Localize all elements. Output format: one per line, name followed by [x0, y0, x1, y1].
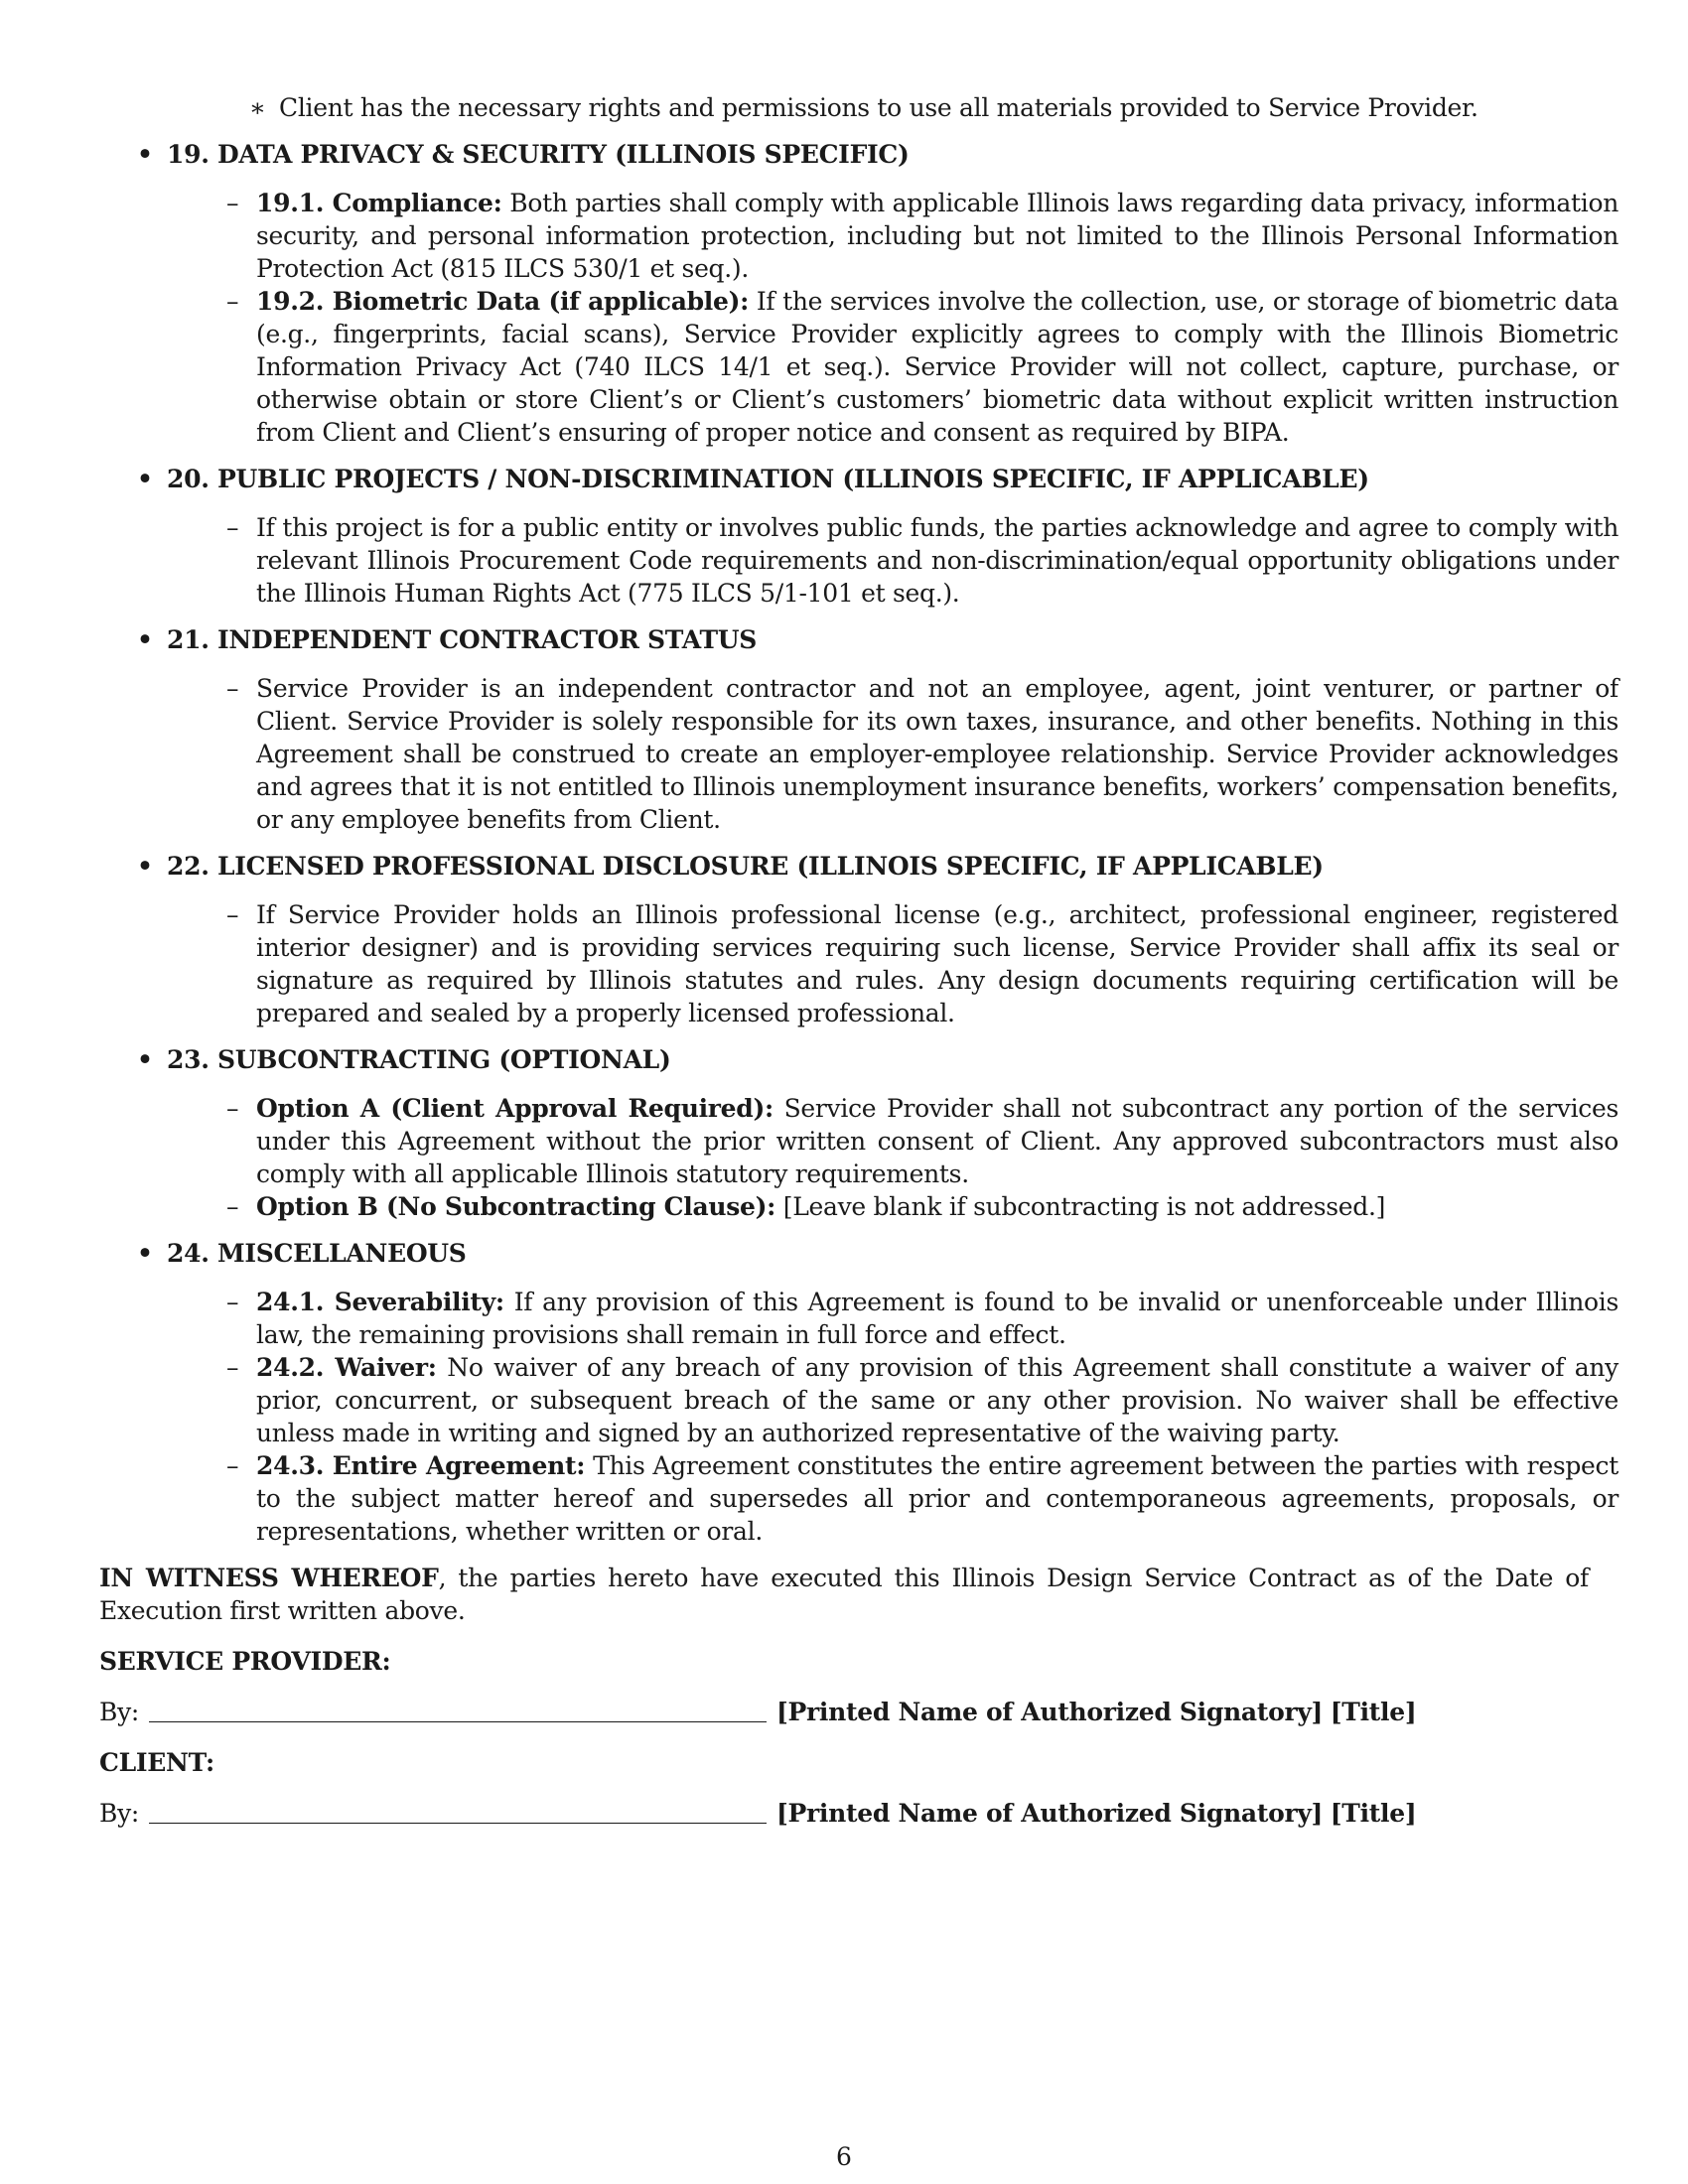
clause-23-option-a	[226, 1092, 1618, 1190]
bullet-icon: •	[137, 852, 153, 881]
clause-text: [Leave blank if subcontracting is not addressed.]	[775, 1192, 1386, 1221]
dash-bullet-icon: –	[226, 674, 239, 703]
document-page	[99, 91, 1619, 1830]
service-provider-label: SERVICE PROVIDER:	[99, 1647, 391, 1676]
bullet-icon: •	[137, 465, 153, 493]
clause-label: 24.3. Entire Agreement:	[256, 1451, 586, 1480]
dash-bullet-icon: –	[226, 1288, 239, 1316]
dash-bullet-icon: –	[226, 900, 239, 929]
title-placeholder: [Title]	[1330, 1698, 1417, 1726]
carryover-item	[249, 91, 1589, 124]
clause-text: If the services involve the collection, use, or storage of biometric data (e.g., fingerprints, facial scans), Service Provider explicitly agrees to comply with the Illinois Biometric Information Privacy Act (740 ILCS 14/1 et seq.). Service Provider will not collect, capture, purchase, or otherwise obtain or store Client’s or Client’s customers’ biometric data without explicit written instruction from Client and Client’s ensuring of proper notice and consent as required by BIPA.	[256, 287, 1618, 447]
dash-bullet-icon: –	[226, 1451, 239, 1480]
dash-bullet-icon: –	[226, 1094, 239, 1123]
bullet-icon: •	[137, 1239, 153, 1268]
client-signature-line	[99, 1797, 1589, 1830]
service-provider-signature-line	[99, 1696, 1589, 1728]
section-20	[99, 463, 1618, 610]
clause-24-1	[226, 1286, 1618, 1351]
clause-label: 24.2. Waiver:	[256, 1353, 437, 1382]
section-24	[99, 1237, 1619, 1548]
printed-name-placeholder: [Printed Name of Authorized Signatory]	[776, 1799, 1324, 1828]
witness-paragraph	[99, 1562, 1589, 1627]
clause-label: 19.1. Compliance:	[256, 189, 502, 217]
dash-bullet-icon: –	[226, 287, 239, 316]
signature-rule	[149, 1720, 767, 1722]
printed-name-placeholder: [Printed Name of Authorized Signatory]	[776, 1698, 1324, 1726]
client-label: CLIENT:	[99, 1748, 214, 1777]
clause-label: Option A (Client Approval Required):	[256, 1094, 774, 1123]
section-title: 19. DATA PRIVACY & SECURITY (ILLINOIS SPECIFIC)	[167, 140, 910, 169]
section-23	[99, 1043, 1618, 1223]
section-title: 22. LICENSED PROFESSIONAL DISCLOSURE (ILLINOIS SPECIFIC, IF APPLICABLE)	[167, 852, 1324, 881]
witness-text: , the parties hereto have executed this Illinois Design Service Contract as of the Date of Execution first written above.	[99, 1564, 1589, 1625]
section-title: 20. PUBLIC PROJECTS / NON-DISCRIMINATION (ILLINOIS SPECIFIC, IF APPLICABLE)	[167, 465, 1369, 493]
clause-label: 19.2. Biometric Data (if applicable):	[256, 287, 750, 316]
clause-text: If Service Provider holds an Illinois professional license (e.g., architect, professional engineer, registered interior designer) and is providing services requiring such license, Service Provider shall affix its seal or signature as required by Illinois statutes and rules. Any design documents requiring certification will be prepared and sealed by a properly licensed professional.	[256, 900, 1618, 1027]
page-number: 6	[836, 2142, 852, 2171]
signature-rule	[149, 1822, 767, 1824]
title-placeholder: [Title]	[1330, 1799, 1417, 1828]
section-22	[99, 850, 1618, 1029]
by-label: By:	[99, 1698, 140, 1726]
clause-label: 24.1. Severability:	[256, 1288, 504, 1316]
section-21	[99, 623, 1618, 836]
by-label: By:	[99, 1799, 140, 1828]
clause-text: If this project is for a public entity or involves public funds, the parties acknowledge and agree to comply with relevant Illinois Procurement Code requirements and non-discrimination/equal opportunity obligations under the Illinois Human Rights Act (775 ILCS 5/1-101 et seq.).	[256, 513, 1618, 608]
section-title: 24. MISCELLANEOUS	[167, 1239, 467, 1268]
section-title: 23. SUBCONTRACTING (OPTIONAL)	[167, 1045, 671, 1074]
clause-text: Service Provider shall not subcontract any portion of the services under this Agreement without the prior written consent of Client. Any approved subcontractors must also comply with all applicable Illinois statutory requirements.	[256, 1094, 1618, 1188]
clause-20	[226, 511, 1618, 610]
clause-text: No waiver of any breach of any provision of this Agreement shall constitute a waiver of any prior, concurrent, or subsequent breach of the same or any other provision. No waiver shall be effective unless made in writing and signed by an authorized representative of the waiving party.	[256, 1353, 1618, 1447]
dash-bullet-icon: –	[226, 1192, 239, 1221]
section-19	[99, 138, 1618, 449]
clause-19-2	[226, 285, 1618, 449]
clause-23-option-b	[226, 1190, 1618, 1223]
clause-text: Both parties shall comply with applicable Illinois laws regarding data privacy, information security, and personal information protection, including but not limited to the Illinois Personal Information Protection Act (815 ILCS 530/1 et seq.).	[256, 189, 1618, 283]
clause-24-3	[226, 1449, 1618, 1548]
dash-bullet-icon: –	[226, 189, 239, 217]
bullet-icon: •	[137, 1045, 153, 1074]
clause-21	[226, 672, 1618, 836]
asterisk-bullet-icon: ∗	[249, 93, 266, 122]
dash-bullet-icon: –	[226, 1353, 239, 1382]
clause-label: Option B (No Subcontracting Clause):	[256, 1192, 776, 1221]
carryover-text: Client has the necessary rights and permissions to use all materials provided to Service Provider.	[279, 93, 1478, 122]
clause-text: Service Provider is an independent contractor and not an employee, agent, joint venturer, or partner of Client. Service Provider is solely responsible for its own taxes, insurance, and other benefits. Nothing in this Agreement shall be construed to create an employer-employee relationship. Service Provider acknowledges and agrees that it is not entitled to Illinois unemployment insurance benefits, workers’ compensation benefits, or any employee benefits from Client.	[256, 674, 1618, 834]
clause-text: This Agreement constitutes the entire agreement between the parties with respect to the subject matter hereof and supersedes all prior and contemporaneous agreements, proposals, or representations, whether written or oral.	[256, 1451, 1619, 1546]
clause-24-2	[226, 1351, 1618, 1449]
clause-19-1	[226, 187, 1618, 285]
clause-22	[226, 898, 1618, 1029]
section-title: 21. INDEPENDENT CONTRACTOR STATUS	[167, 625, 758, 654]
clause-text: If any provision of this Agreement is found to be invalid or unenforceable under Illinois law, the remaining provisions shall remain in full force and effect.	[256, 1288, 1618, 1349]
witness-lead: IN WITNESS WHEREOF	[99, 1564, 439, 1592]
bullet-icon: •	[137, 625, 153, 654]
dash-bullet-icon: –	[226, 513, 239, 542]
bullet-icon: •	[137, 140, 153, 169]
